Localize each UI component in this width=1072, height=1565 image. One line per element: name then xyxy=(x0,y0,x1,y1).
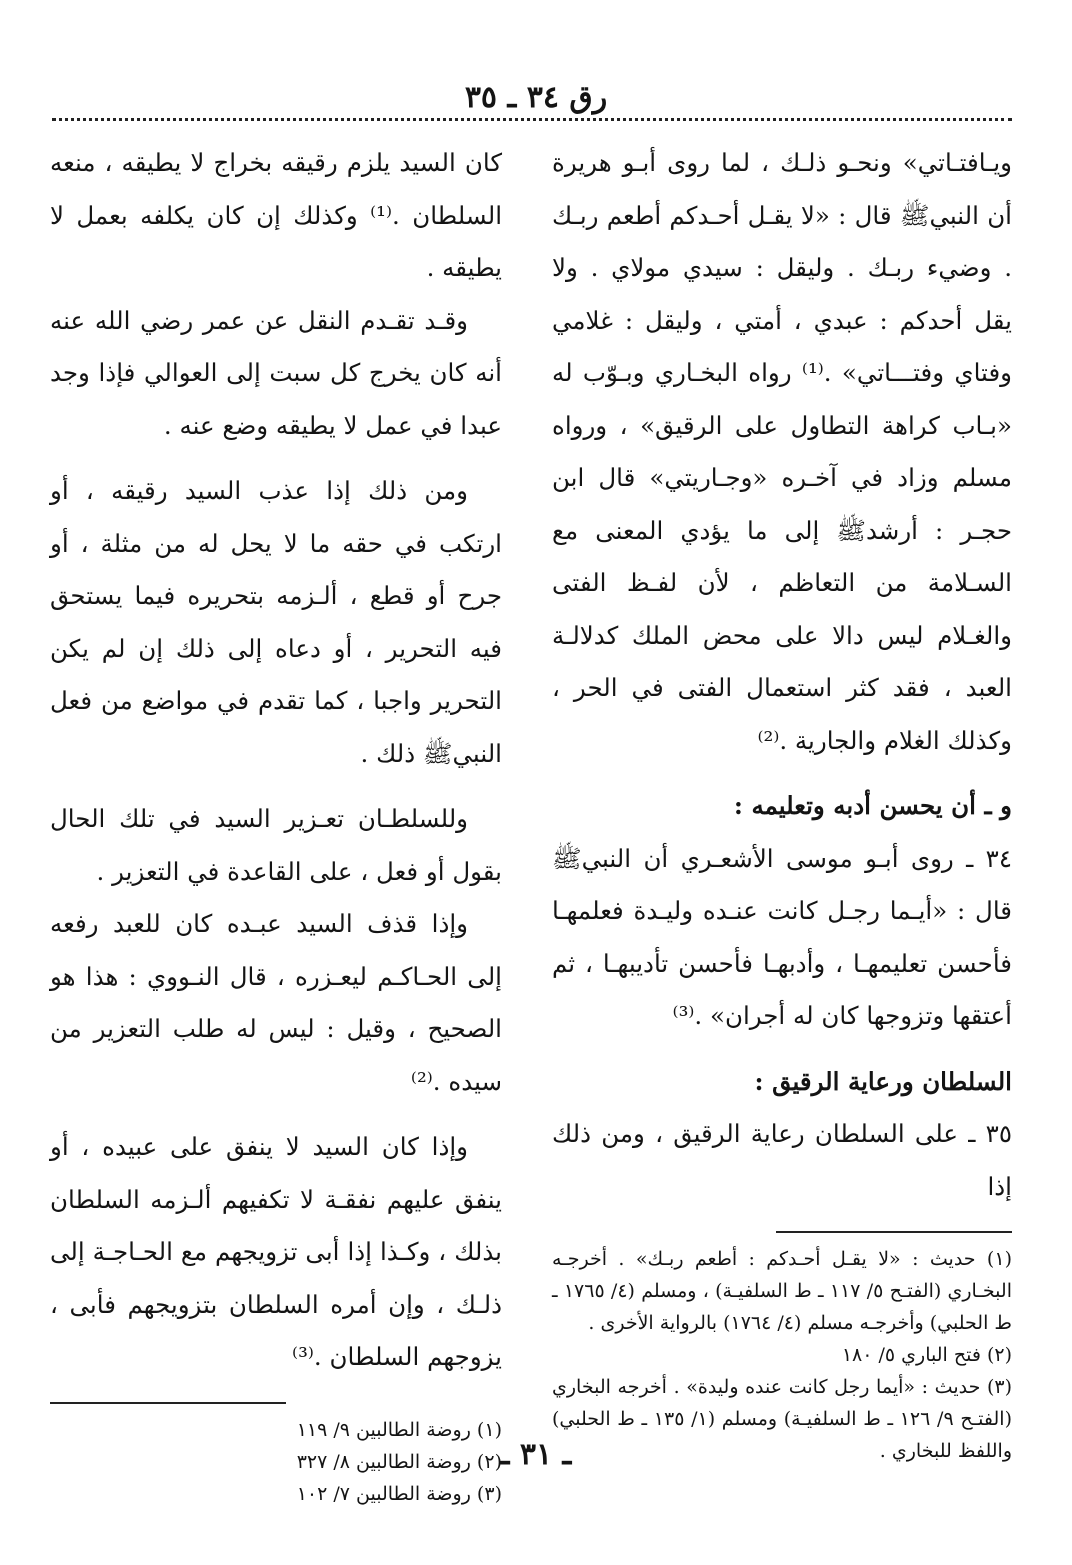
left-footnote-1: (١) روضة الطالبين ٩/ ١١٩ xyxy=(296,1418,502,1441)
left-column xyxy=(50,137,502,1510)
left-paragraph-3: ومن ذلك إذا عذب السيد رقيقه ، أو ارتكب في حقه ما لا يحل له من مثلة ، أو جرح أو قطع ، ألـزمه بتحريره فيما يستحق فيه التحرير ، أو دعاه إلى ذلك إن لم يكن التحرير واجبا ، كما تقدم في مواضع من فعل النبيﷺ ذلك . xyxy=(50,476,502,768)
left-paragraph-4: وللسلطـان تعـزير السيد في تلك الحال بقول أو فعل ، على القاعدة في التعزير . xyxy=(50,804,502,886)
right-footnotes xyxy=(552,1243,1012,1467)
left-paragraph-5: وإذا قذف السيد عبـده كان للعبد رفعه إلى الحـاكـم ليعـزره ، قال النـووي : هذا هو الصحيح ، وقيل : ليس له طلب التعزير من سيده .⁽²⁾ xyxy=(50,909,502,1096)
left-paragraph-1: كان السيد يلزم رقيقه بخراج لا يطيقه ، منعه السلطان .⁽¹⁾ وكذلك إن كان يكلفه بعمل لا يطيقه . xyxy=(50,148,503,282)
paragraph-34: ٣٤ ـ روى أبـو موسى الأشعـري أن النبيﷺ قال : «أيـما رجـل كانت عنـده وليـدة فعلمهـا فأحسن تعليمهـا ، وأدبهـا فأحسن تأديبهـا ، ثم أعتقها وتزوجها كان له أجران» .⁽³⁾ xyxy=(552,843,1012,1030)
right-footnote-rule xyxy=(776,1231,1012,1233)
running-header: رق ٣٤ ـ ٣٥ xyxy=(464,80,608,115)
section-heading-sultan: السلطان ورعاية الرقيق : xyxy=(754,1066,1012,1096)
left-footnote-2: (٢) روضة الطالبين ٨/ ٣٢٧ xyxy=(296,1450,502,1473)
right-paragraph-1: ويـافتـاتي» ونحـو ذلـك ، لما روى أبـو هريرة أن النبيﷺ قال : «لا يقـل أحـدكم أطعم ربـك . وضيء ربـك . وليقل : سيدي مولاي . ولا يقل أحدكم : عبدي ، أمتي ، وليقل : غلامي وفتاي وفتـــاتي» .⁽¹⁾ رواه البخـاري وبـوّب له «بـاب كراهة التطاول على الرقيق» ، ورواه مسلم وزاد في آخـره «وجـاريتي» قال ابن حجـر : أرشدﷺ إلى ما يؤدي المعنى مع السـلامة من التعاظم ، لأن لفـظ الفتى والغـلام ليس دالا على محض الملك كدلالـة العبد ، فقد كثر استعمال الفتى في الحر ، وكذلك الغلام والجارية .⁽²⁾ xyxy=(552,148,1012,755)
left-footnote-3: (٣) روضة الطالبين ٧/ ١٠٢ xyxy=(296,1482,502,1505)
right-footnote-1: (١) حديث : «لا يقـل أحـدكم : أطعم ربـك» . أخرجـه البخـاري (الفتـح ٥/ ١١٧ ـ ط السلفيـة) ، ومسلم (٤/ ١٧٦٥ ـ ط الحلبي) وأخرجـه مسلم (٤/ ١٧٦٤) بالرواية الأخرى . xyxy=(552,1248,1012,1334)
header-dotted-rule xyxy=(52,118,1012,121)
paragraph-35: ٣٥ ـ على السلطان رعاية الرقيق ، ومن ذلك إذا xyxy=(552,1119,1012,1201)
page-number: ـ ٣١ ـ xyxy=(500,1437,572,1472)
left-paragraph-6: وإذا كان السيد لا ينفق على عبيده ، أو ينفق عليهم نفقـة لا تكفيهم ألـزمه السلطان بذلك ، وكـذا إذا أبى تزويجهم مع الحـاجـة إلى ذلـك ، وإن أمره السلطان بتزويجهم فأبى ، يزوجهم السلطان .⁽³⁾ xyxy=(50,1132,502,1371)
left-footnote-rule xyxy=(50,1402,286,1404)
right-column xyxy=(552,137,1012,1467)
section-heading-adab: و ـ أن يحسن أدبه وتعليمه : xyxy=(733,791,1012,820)
right-footnote-2: (٢) فتح الباري ٥/ ١٨٠ xyxy=(841,1344,1012,1366)
right-footnote-3: (٣) حديث : «أيما رجل كانت عنده وليدة» . أخرجه البخاري (الفتـح ٩/ ١٢٦ ـ ط السلفيـة) ومسلم (١/ ١٣٥ ـ ط الحلبي) واللفظ للبخاري . xyxy=(552,1376,1012,1462)
left-paragraph-2: وقـد تقـدم النقل عن عمر رضي الله عنه أنه كان يخرج كل سبت إلى العوالي فإذا وجد عبدا في عمل لا يطيقه وضع عنه . xyxy=(50,305,502,440)
